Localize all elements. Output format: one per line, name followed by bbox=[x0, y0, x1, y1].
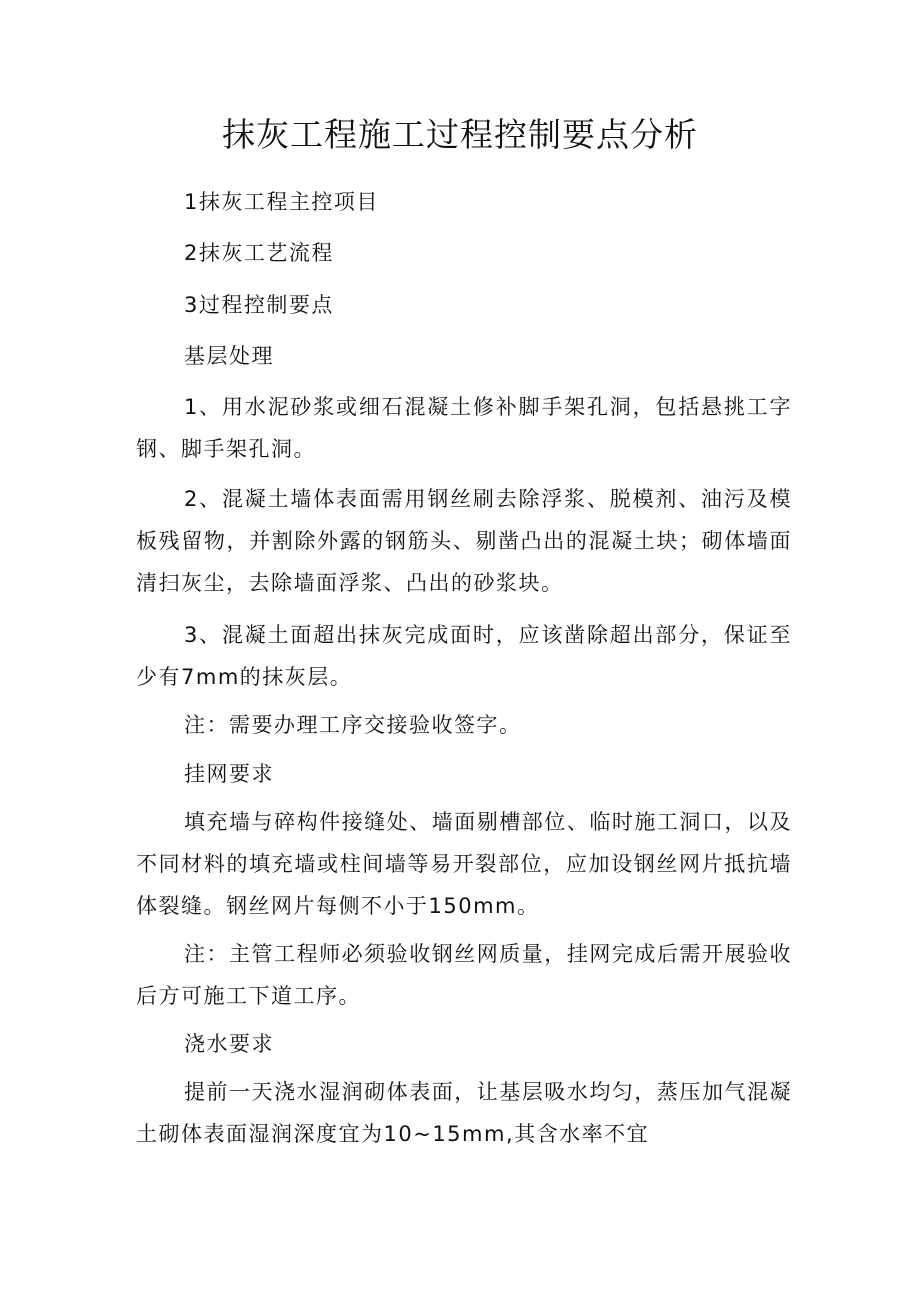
paragraph-heading-1: 1抹灰工程主控项目 bbox=[184, 190, 379, 214]
paragraph-heading-3: 3过程控制要点 bbox=[184, 293, 334, 317]
paragraph-base-3: 3、混凝土面超出抹灰完成面时，应该凿除超出部分，保证至少有7mm的抹灰层。 bbox=[136, 623, 792, 689]
document-title: 抹灰工程施工过程控制要点分析 bbox=[222, 115, 698, 154]
paragraph-note-1: 注：需要办理工序交接验收签字。 bbox=[184, 713, 522, 737]
paragraph-base-1: 1、用水泥砂浆或细石混凝土修补脚手架孔洞，包括悬挑工字钢、脚手架孔洞。 bbox=[136, 395, 792, 461]
paragraph-note-2: 注：主管工程师必须验收钢丝网质量，挂网完成后需开展验收后方可施工下道工序。 bbox=[136, 942, 792, 1008]
paragraph-water-1: 提前一天浇水湿润砌体表面，让基层吸水均匀，蒸压加气混凝土砌体表面湿润深度宜为10~15mm,其含水率不宜 bbox=[136, 1080, 792, 1146]
paragraph-section-mesh: 挂网要求 bbox=[184, 762, 274, 786]
paragraph-mesh-1: 填充墙与碎构件接缝处、墙面剔槽部位、临时施工洞口，以及不同材料的填充墙或柱间墙等易开裂部位，应加设钢丝网片抵抗墙体裂缝。钢丝网片每侧不小于150mm。 bbox=[136, 810, 792, 918]
paragraph-heading-2: 2抹灰工艺流程 bbox=[184, 241, 334, 265]
paragraph-base-2: 2、混凝土墙体表面需用钢丝刷去除浮浆、脱模剂、油污及模板残留物，并割除外露的钢筋头、剔凿凸出的混凝土块；砌体墙面清扫灰尘，去除墙面浮浆、凸出的砂浆块。 bbox=[136, 487, 792, 595]
paragraph-section-water: 浇水要求 bbox=[184, 1032, 274, 1056]
paragraph-section-base: 基层处理 bbox=[184, 344, 274, 368]
